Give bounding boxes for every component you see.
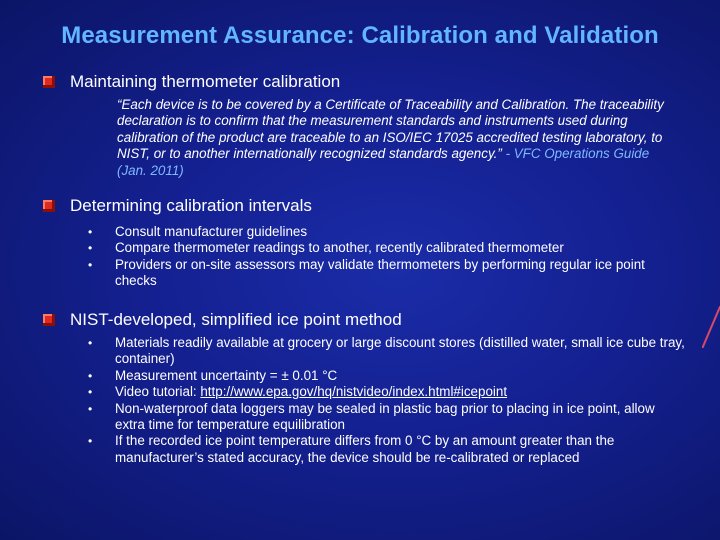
slide-title: Measurement Assurance: Calibration and Validation	[61, 22, 659, 49]
list-item	[42, 224, 685, 240]
list-item	[42, 257, 685, 290]
item-text: Providers or on-site assessors may validate thermometers by performing regular ice point checks	[115, 256, 645, 289]
list-item	[42, 401, 685, 434]
red-square-bullet-icon	[43, 314, 55, 326]
red-square-bullet-icon	[43, 200, 55, 212]
list-item	[42, 368, 685, 384]
section-heading	[42, 310, 682, 330]
dot-bullet-icon: •	[88, 257, 93, 272]
quote-source: - VFC Operations Guide (Jan. 2011)	[117, 146, 650, 178]
heading-text: Maintaining thermometer calibration	[70, 72, 341, 91]
dot-bullet-icon: •	[88, 368, 93, 383]
item-text: Video tutorial:	[115, 384, 201, 400]
list-item	[42, 335, 685, 368]
dot-bullet-icon: •	[88, 336, 93, 350]
section-heading	[42, 196, 682, 216]
quote-paragraph	[117, 97, 677, 179]
item-text: Consult manufacturer guidelines	[115, 224, 308, 239]
quote-text: “Each device is to be covered by a Certificate of Traceability and Calibration. The traceability declaration is to confirm that the measurement standards and instruments used during calibration of the product are traceable to an ISO/IEC 17025 accredited testing laboratory, to NIST, or to another internationally recognized standards agency.”	[117, 97, 664, 162]
bullet-list	[42, 335, 685, 466]
item-text: If the recorded ice point temperature differs from 0 °C by an amount greater than the manufacturer’s stated accuracy, the device should be re-calibrated or replaced	[115, 433, 615, 465]
dot-bullet-icon: •	[88, 401, 93, 416]
item-text: Compare thermometer readings to another, recently calibrated thermometer	[115, 240, 564, 256]
bullet-list	[42, 224, 682, 290]
section-intervals	[42, 196, 682, 290]
item-text: Measurement uncertainty = ± 0.01 °C	[115, 367, 338, 383]
dot-bullet-icon: •	[88, 385, 93, 400]
section-calibration	[42, 72, 682, 179]
section-heading	[42, 72, 682, 92]
item-text: Materials readily available at grocery or large discount stores (distilled water, small ice cube tray, container)	[115, 335, 685, 367]
dot-bullet-icon: •	[88, 241, 93, 256]
dot-bullet-icon: •	[88, 434, 93, 449]
list-item	[42, 384, 685, 400]
list-item	[42, 240, 685, 256]
red-square-bullet-icon	[43, 76, 55, 88]
dot-bullet-icon: •	[88, 225, 93, 239]
section-ice-point	[42, 310, 685, 466]
heading-text: NIST-developed, simplified ice point method	[70, 310, 402, 329]
item-text: Non-waterproof data loggers may be sealed in plastic bag prior to placing in ice point, allow extra time for temperature equilibration	[115, 400, 655, 433]
heading-text: Determining calibration intervals	[70, 196, 312, 215]
video-tutorial-link[interactable]: http://www.epa.gov/hq/nistvideo/index.html#icepoint	[200, 384, 508, 400]
decorative-slash	[702, 306, 720, 348]
list-item	[42, 433, 685, 466]
